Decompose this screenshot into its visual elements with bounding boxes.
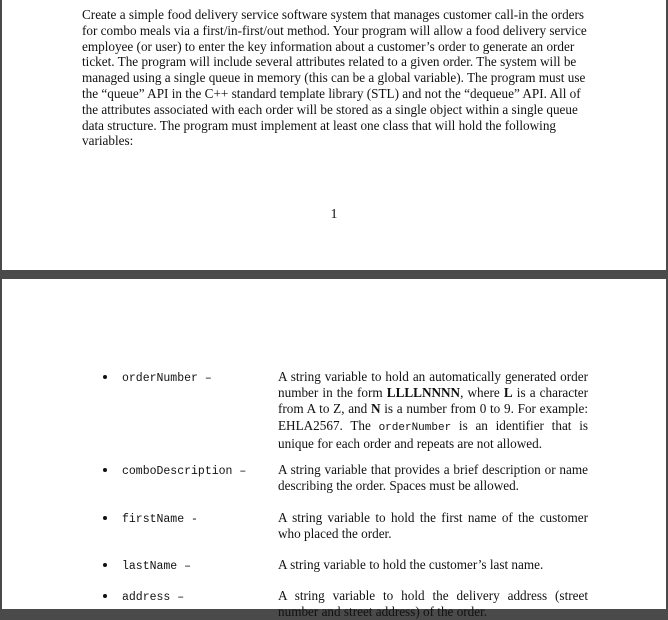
bullet-icon [103,594,107,598]
variable-name: lastName – [122,560,192,573]
document-page-2 [2,279,666,620]
variable-description: A string variable to hold the customer’s last name. [278,557,544,572]
document-page-1 [2,0,666,270]
intro-paragraph: Create a simple food delivery service software system that manages customer call-in the orders for combo meals via a first/in-first/out method. Your program will allow a food delivery service employee (or user) to enter the key information about a customer’s order to generate an order ticket. The program will include several attributes related to a given order. The system will be managed using a single queue in memory (this can be a global variable). The program must use the “queue” API in the C++ standard template library (STL) and not the “dequeue” API. All of the attributes associated with each order will be stored as a single object within a single queue data structure. The program must implement at least one class that will hold the following variables: [82,7,587,149]
variable-name: orderNumber – [122,372,212,385]
page-number: 1 [330,207,338,222]
bullet-icon [103,563,107,567]
variable-name: comboDescription – [122,465,247,478]
variable-description: A string variable that provides a brief description or name describing the order. Spaces must be allowed. [278,462,588,494]
variable-description: A string variable to hold an automatically generated order number in the form LLLLNNNN, where L is a character from A to Z, and N is a number from 0 to 9. For example: EHLA2567. The orderNumber is an identifier that is unique for each order and repeats are not allowed. [278,369,588,451]
variable-name: address – [122,591,185,604]
variable-name: firstName - [122,513,198,526]
bullet-icon [103,375,107,379]
variable-description: A string variable to hold the first name of the customer who placed the order. [278,510,588,542]
variable-description: A string variable to hold the delivery address (street number and street address) of the order. [278,588,588,620]
bullet-icon [103,468,107,472]
bullet-icon [103,516,107,520]
